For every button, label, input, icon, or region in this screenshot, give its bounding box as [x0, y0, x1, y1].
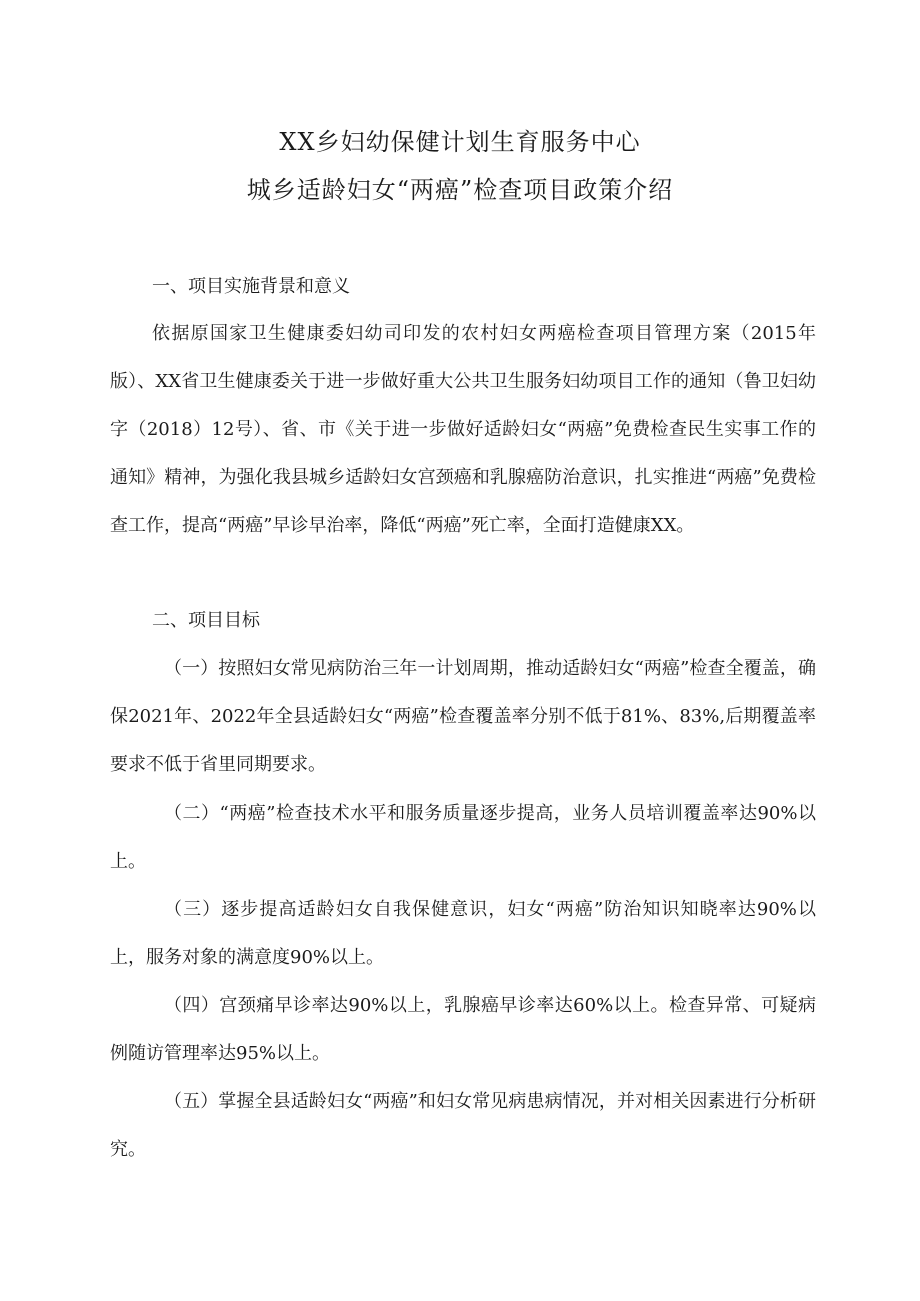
goal-item-1: （一）按照妇女常见病防治三年一计划周期，推动适龄妇女“两癌”检查全覆盖，确保2021年、2022年全县适龄妇女“两癌”检查覆盖率分别不低于81%、83%,后期覆盖率要求不低于省里同期要求。 — [110, 658, 816, 775]
document-title-line2: 城乡适龄妇女“两癌”检查项目政策介绍 — [246, 176, 674, 204]
goal-item-4: （四）宫颈痛早诊率达90%以上，乳腺癌早诊率达60%以上。检查异常、可疑病例随访管理率达95%以上。 — [110, 995, 816, 1064]
goal-item-3: （三）逐步提高适龄妇女自我保健意识，妇女“两癌”防治知识知晓率达90%以上，服务对象的满意度90%以上。 — [110, 899, 816, 968]
goal-item-5: （五）掌握全县适龄妇女“两癌”和妇女常见病患病情况，并对相关因素进行分析研究。 — [110, 1091, 816, 1160]
goal-item-2: （二）“两癌”检查技术水平和服务质量逐步提高，业务人员培训覆盖率达90%以上。 — [110, 803, 816, 872]
document-title-line1: XX乡妇幼保健计划生育服务中心 — [279, 128, 641, 156]
section1-heading: 一、项目实施背景和意义 — [152, 276, 350, 297]
section2-heading: 二、项目目标 — [152, 610, 260, 631]
section1-paragraph: 依据原国家卫生健康委妇幼司印发的农村妇女两癌检查项目管理方案（2015年版）、XX省卫生健康委关于进一步做好重大公共卫生服务妇幼项目工作的通知（鲁卫妇幼字（2018）12号）、省、市《关于进一步做好适龄妇女“两癌”免费检查民生实事工作的通知》精神，为强化我县城乡适龄妇女宫颈癌和乳腺癌防治意识，扎实推进“两癌”免费检查工作，提高“两癌”早诊早治率，降低“两癌”死亡率，全面打造健康XX。 — [110, 323, 816, 536]
